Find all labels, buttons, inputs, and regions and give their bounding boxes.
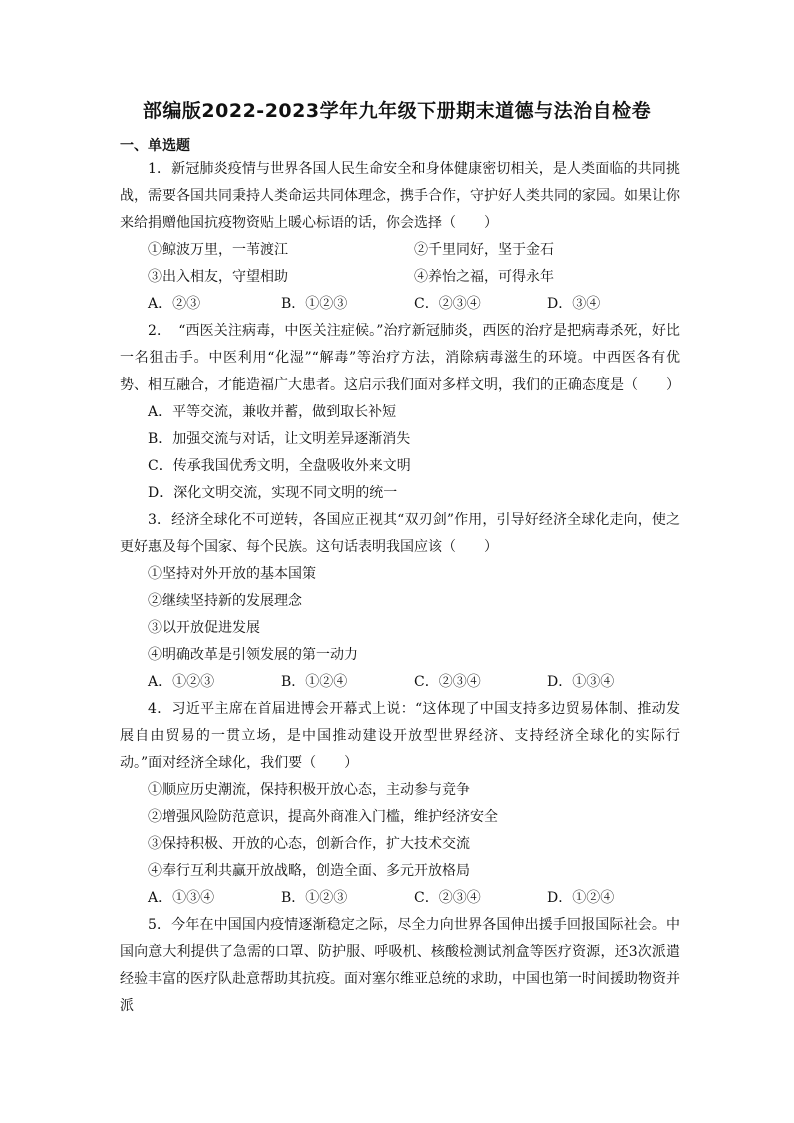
choice-d: D．①②④ <box>547 890 615 906</box>
choice-a: A．②③ <box>148 296 201 312</box>
question-1-choices <box>120 291 680 318</box>
statement: ③出入相友，守望相助 <box>148 269 288 285</box>
statement: ②继续坚持新的发展理念 <box>148 593 302 609</box>
question-content <box>120 136 680 1020</box>
statement: ②增强风险防范意识，提高外商准入门槛，维护经济安全 <box>148 809 498 825</box>
question-4-choices <box>120 885 680 912</box>
choice-a: A．平等交流，兼收并蓄，做到取长补短 <box>148 404 397 420</box>
question-3-choices <box>120 669 680 696</box>
choice-c: C．传承我国优秀文明，全盘吸收外来文明 <box>148 458 411 474</box>
choice-b: B．①②③ <box>281 296 348 312</box>
statement: ①鲸波万里，一苇渡江 <box>148 242 288 258</box>
statement: ④养怡之福，可得永年 <box>414 269 554 285</box>
choice-d: D．深化文明交流，实现不同文明的统一 <box>148 485 398 501</box>
statement: ①顺应历史潮流，保持积极开放心态，主动参与竞争 <box>148 782 470 798</box>
choice-c: C．②③④ <box>414 890 481 906</box>
choice-b: B．①②③ <box>281 890 348 906</box>
statement: ④明确改革是引领发展的第一动力 <box>148 647 358 663</box>
section-heading: 一、单选题 <box>120 138 190 154</box>
choice-c: C．②③④ <box>414 296 481 312</box>
question-2-stem: 2． “西医关注病毒，中医关注症候。”治疗新冠肺炎，西医的治疗是把病毒杀死，好比一名狙击手。中医利用“化湿”“解毒”等治疗方法，消除病毒滋生的环境。中西医各有优势、相互融合，才能造福广大患者。这启示我们面对多样文明，我们的正确态度是（ ） <box>120 323 680 393</box>
statement: ④奉行互利共赢开放战略，创造全面、多元开放格局 <box>148 863 470 879</box>
choice-a: A．①③④ <box>148 890 215 906</box>
choice-b: B．①②④ <box>281 674 348 690</box>
statement: ①坚持对外开放的基本国策 <box>148 566 316 582</box>
question-5-stem: 5．今年在中国国内疫情逐渐稳定之际，尽全力向世界各国伸出援手回报国际社会。中国向意大利提供了急需的口罩、防护服、呼吸机、核酸检测试剂盒等医疗资源，还3次派遣经验丰富的医疗队赴意帮助其抗疫。面对塞尔维亚总统的求助，中国也第一时间援助物资并派 <box>120 917 680 1014</box>
statement: ③保持积极、开放的心态，创新合作，扩大技术交流 <box>148 836 470 852</box>
question-4-stem: 4．习近平主席在首届进博会开幕式上说：“这体现了中国支持多边贸易体制、推动发展自由贸易的一贯立场，是中国推动建设开放型世界经济、支持经济全球化的实际行动。”面对经济全球化，我们要（ ） <box>120 701 680 771</box>
choice-a: A．①②③ <box>148 674 215 690</box>
choice-b: B．加强交流与对话，让文明差异逐渐消失 <box>148 431 411 447</box>
page-title: 部编版2022-2023学年九年级下册期末道德与法治自检卷 <box>142 100 652 122</box>
statement: ③以开放促进发展 <box>148 620 260 636</box>
choice-d: D．③④ <box>547 296 601 312</box>
choice-d: D．①③④ <box>547 674 615 690</box>
question-1-stem: 1．新冠肺炎疫情与世界各国人民生命安全和身体健康密切相关，是人类面临的共同挑战，需要各国共同秉持人类命运共同体理念，携手合作，守护好人类共同的家园。如果让你来给捐赠他国抗疫物资贴上暖心标语的话，你会选择（ ） <box>120 161 680 231</box>
question-1-statements-row-1 <box>120 237 680 264</box>
choice-c: C．②③④ <box>414 674 481 690</box>
question-1-statements-row-2 <box>120 264 680 291</box>
statement: ②千里同好，坚于金石 <box>414 242 554 258</box>
question-3-stem: 3．经济全球化不可逆转，各国应正视其“双刃剑”作用，引导好经济全球化走向，使之更好惠及每个国家、每个民族。这句话表明我国应该（ ） <box>120 512 680 555</box>
